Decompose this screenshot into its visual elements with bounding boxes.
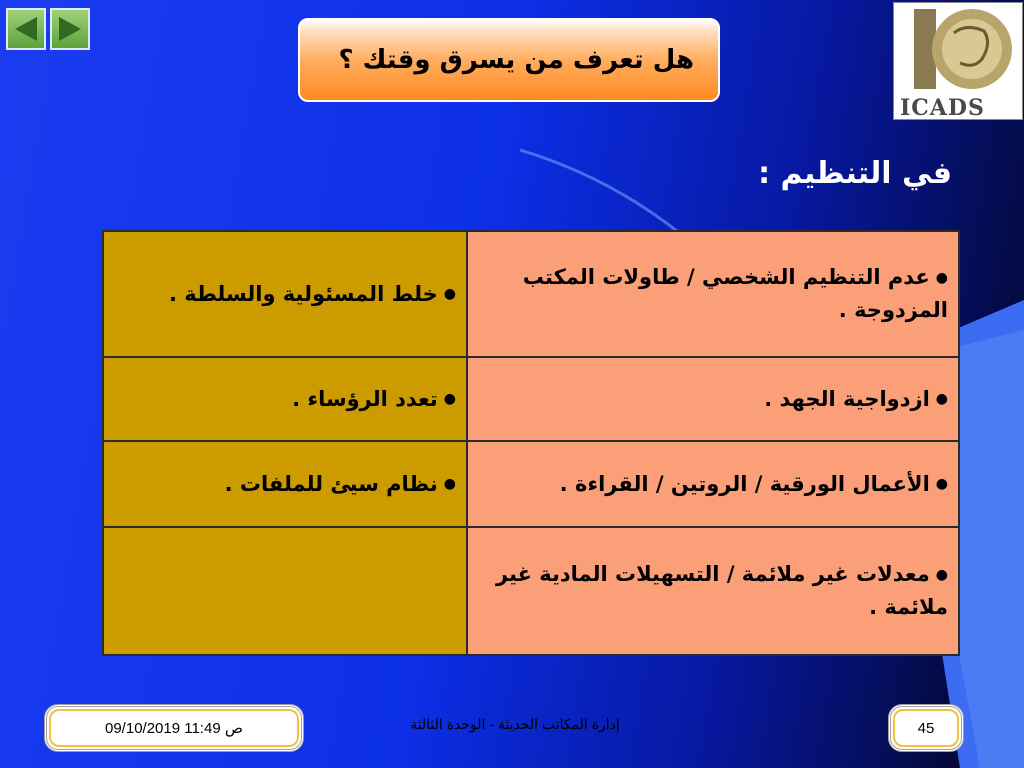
triangle-left-icon <box>13 15 39 43</box>
cell-text: نظام سيئ للملفات . <box>224 471 438 496</box>
bullet-icon: ● <box>443 390 456 407</box>
table-row <box>103 441 959 527</box>
table-cell <box>103 231 467 357</box>
table-cell <box>467 441 959 527</box>
table-cell <box>103 357 467 441</box>
cell-text: عدم التنظيم الشخصي / طاولات المكتب المزدوجة . <box>522 265 948 322</box>
bullet-icon: ● <box>935 566 948 583</box>
footer-course-title: إدارة المكاتب الحديثة - الوحدة الثالثة <box>410 716 620 732</box>
section-heading: في التنظيم : <box>758 156 952 191</box>
footer-page-box <box>888 704 964 752</box>
table-row <box>103 357 959 441</box>
cell-text: ازدواجية الجهد . <box>764 386 930 411</box>
footer-datetime: 09/10/2019 11:49 ص <box>105 720 243 737</box>
slide-title-box <box>298 18 720 102</box>
icads-logo-icon <box>893 2 1023 120</box>
footer-date-inner <box>49 709 299 747</box>
cell-text: خلط المسئولية والسلطة . <box>168 281 438 306</box>
footer-page-inner <box>893 709 959 747</box>
bullet-icon: ● <box>935 390 948 407</box>
cell-text: الأعمال الورقية / الروتين / القراءة . <box>559 471 930 496</box>
cell-text: معدلات غير ملائمة / التسهيلات المادية غير ملائمة . <box>495 562 948 619</box>
table-cell <box>467 527 959 655</box>
previous-slide-button[interactable] <box>6 8 46 50</box>
logo-emblem <box>894 3 1022 95</box>
table-row <box>103 527 959 655</box>
triangle-right-icon <box>57 15 83 43</box>
slide-title: هل تعرف من يسرق وقتك ؟ <box>338 45 694 75</box>
table-cell <box>467 231 959 357</box>
bullet-icon: ● <box>935 269 948 286</box>
table-cell <box>467 357 959 441</box>
table-cell <box>103 441 467 527</box>
cell-text: تعدد الرؤساء . <box>292 386 438 411</box>
bullet-icon: ● <box>935 475 948 492</box>
bullet-icon: ● <box>443 285 456 302</box>
logo-text: ICADS <box>900 95 985 121</box>
next-slide-button[interactable] <box>50 8 90 50</box>
table-row <box>103 231 959 357</box>
content-table <box>102 230 960 656</box>
footer-date-box <box>44 704 304 752</box>
slide-number: 45 <box>917 719 935 737</box>
table-cell <box>103 527 467 655</box>
bullet-icon: ● <box>443 475 456 492</box>
